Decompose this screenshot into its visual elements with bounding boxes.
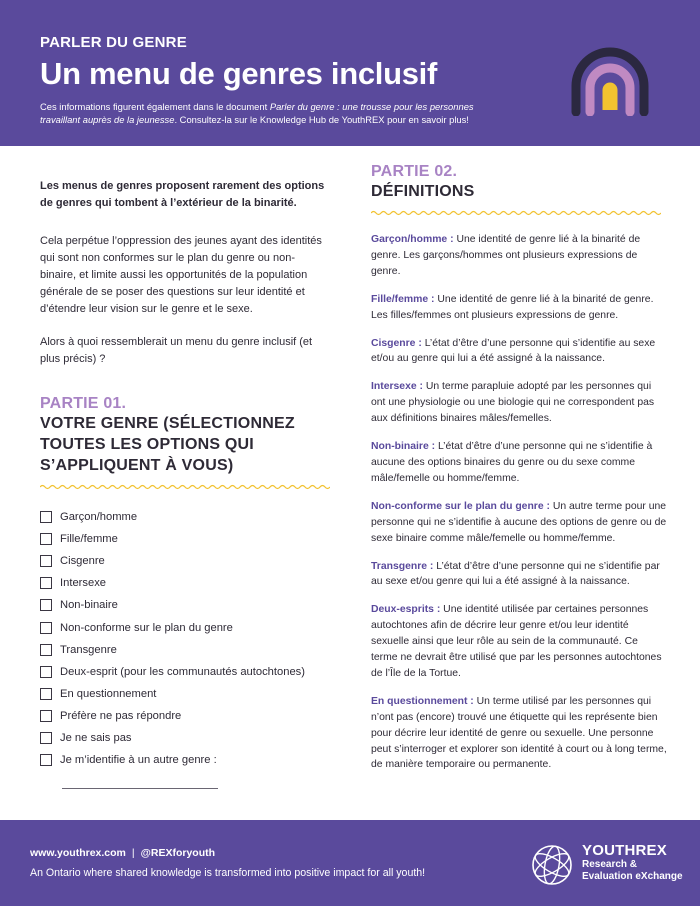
- option-non-conforme[interactable]: [40, 616, 330, 638]
- option-label: Cisgenre: [60, 555, 105, 568]
- checkbox[interactable]: [40, 599, 52, 611]
- part-02-heading: [371, 163, 667, 216]
- definition-deux-esprits: [371, 602, 667, 682]
- option-non-binaire[interactable]: [40, 594, 330, 616]
- definitions-list: [371, 232, 667, 773]
- intro-text-end: . Consultez-la sur le Knowledge Hub de YouthREX pour en savoir plus!: [174, 114, 469, 125]
- checkbox[interactable]: [40, 622, 52, 634]
- page-title: Un menu de genres inclusif: [40, 56, 438, 91]
- checkbox[interactable]: [40, 688, 52, 700]
- website-link[interactable]: www.youthrex.com: [30, 847, 126, 859]
- lead-paragraph: Les menus de genres proposent rarement des options de genres qui tombent à l’extérieur de la binarité.: [40, 180, 325, 209]
- checkbox[interactable]: [40, 710, 52, 722]
- rainbow-icon: [568, 46, 652, 116]
- part-02-number: PARTIE 02.: [371, 163, 458, 180]
- option-label: Deux-esprit (pour les communautés autochtones): [60, 665, 305, 678]
- checkbox[interactable]: [40, 511, 52, 523]
- definition-text: Un terme parapluie adopté par les personnes qui ont une physiologie ou une biologie qui ne correspondent pas aux définitions binaires mâles/femelles.: [371, 381, 655, 425]
- option-label: Transgenre: [60, 643, 117, 656]
- definition-text: L’état d’être d’une personne qui s’identifie au sexe et/ou au genre qui lui a été assigné à la naissance.: [371, 337, 656, 365]
- checkbox[interactable]: [40, 533, 52, 545]
- other-gender-write-in-line[interactable]: [62, 788, 218, 789]
- option-prefere-ne-pas-repondre[interactable]: [40, 705, 330, 727]
- option-label: Préfère ne pas répondre: [60, 709, 182, 722]
- gender-options-list: [40, 506, 330, 771]
- definition-term: Non-binaire :: [371, 441, 436, 453]
- left-column: [40, 178, 330, 789]
- definition-term: Deux-esprits :: [371, 604, 441, 616]
- definition-term: Garçon/homme :: [371, 234, 454, 245]
- intro-document-title: Parler du genre : une trousse pour les personnes travaillant auprès de la jeunesse: [40, 101, 474, 125]
- option-transgenre[interactable]: [40, 639, 330, 661]
- footer-banner: [0, 820, 700, 906]
- header-banner: [0, 0, 700, 146]
- footer-separator: |: [131, 847, 135, 859]
- logo-subtitle-line-2: Evaluation eXchange: [582, 870, 683, 882]
- option-autre-genre[interactable]: [40, 749, 330, 771]
- definition-term: Cisgenre :: [371, 337, 422, 349]
- option-intersexe[interactable]: [40, 572, 330, 594]
- definition-term: Intersexe :: [371, 381, 423, 393]
- option-label: En questionnement: [60, 687, 157, 700]
- part-01-title: VOTRE GENRE (SÉLECTIONNEZ TOUTES LES OPTIONS QUI S’APPLIQUENT À VOUS): [40, 415, 295, 474]
- checkbox[interactable]: [40, 644, 52, 656]
- option-label: Garçon/homme: [60, 511, 138, 524]
- option-fille-femme[interactable]: [40, 528, 330, 550]
- definition-transgenre: [371, 559, 667, 591]
- logo-subtitle-line-1: Research &: [582, 859, 638, 870]
- definition-text: Une identité de genre lié à la binarité de genre. Les garçons/hommes ont plusieurs expressions de genre.: [371, 234, 641, 277]
- option-cisgenre[interactable]: [40, 550, 330, 572]
- definition-term: Transgenre :: [371, 560, 434, 572]
- definition-text: Un terme utilisé par les personnes qui n’ont pas (encore) trouvé une étiquette qui les représente bien pour décrire leur identité de genre ou sexuelle. Une personne peut s’interroger et explorer son identité à court ou à long terme, de manière temporaire ou permanente.: [371, 695, 667, 771]
- definition-en-questionnement: [371, 694, 667, 774]
- option-je-ne-sais-pas[interactable]: [40, 727, 330, 749]
- option-label: Intersexe: [60, 577, 107, 590]
- footer-tagline: An Ontario where shared knowledge is transformed into positive impact for all youth!: [30, 867, 426, 879]
- option-label: Je ne sais pas: [60, 731, 132, 744]
- logo-subtitle: [582, 859, 683, 882]
- definition-text: Un autre terme pour une personne qui ne s’identifie à aucune des options de genre ou de sexe binaire comme mâle/femelle ou homme/femme.: [371, 500, 667, 544]
- option-en-questionnement[interactable]: [40, 683, 330, 705]
- option-label: Je m’identifie à un autre genre :: [60, 754, 217, 767]
- checkbox[interactable]: [40, 666, 52, 678]
- option-label: Non-conforme sur le plan du genre: [60, 621, 233, 634]
- checkbox[interactable]: [40, 732, 52, 744]
- definition-fille-femme: [371, 292, 667, 324]
- definition-text: L’état d’être d’une personne qui ne s’identifie à aucune des options binaires du genre ou du sexe comme mâle/femelle ou homme/femme.: [371, 441, 653, 484]
- checkbox[interactable]: [40, 754, 52, 766]
- definition-intersexe: [371, 379, 667, 427]
- part-02-title: DÉFINITIONS: [371, 183, 475, 200]
- header-intro: [40, 100, 480, 126]
- wavy-divider-icon: [40, 484, 330, 490]
- option-label: Fille/femme: [60, 533, 118, 546]
- definition-text: Une identité utilisée par certaines personnes autochtones afin de décrire leur genre et/ou leur identité sexuelle ainsi que leur rôle au sein de la communauté. Ce terme ne devrait être utilisé que par les personnes autochtones de l’Île de la Tortue.: [371, 604, 662, 679]
- logo-name: YOUTHREX: [582, 842, 667, 859]
- right-column: [371, 163, 667, 773]
- intro-text-start: Ces informations figurent également dans le document: [40, 101, 270, 112]
- header-kicker: PARLER DU GENRE: [40, 34, 187, 51]
- option-label: Non-binaire: [60, 599, 118, 612]
- part-01-number: PARTIE 01.: [40, 395, 127, 412]
- checkbox[interactable]: [40, 555, 52, 567]
- social-handle-link[interactable]: @REXforyouth: [140, 847, 216, 859]
- question-paragraph: Alors à quoi ressemblerait un menu du genre inclusif (et plus précis) ?: [40, 336, 313, 365]
- definition-term: Fille/femme :: [371, 293, 435, 305]
- definition-non-binaire: [371, 439, 667, 487]
- definition-text: L’état d’être d’une personne qui ne s’identifie par au sexe et/ou genre qui lui a été assigné à la naissance.: [371, 560, 660, 588]
- checkbox[interactable]: [40, 577, 52, 589]
- option-deux-esprit[interactable]: [40, 661, 330, 683]
- wavy-divider-icon: [371, 210, 661, 216]
- oppression-paragraph: Cela perpétue l’oppression des jeunes ayant des identités qui sont non conformes sur le plan du genre ou non-binaire, et limite aussi les opportunités de la population générale de se poser des questions sur leur identité et d’étendre leur vision sur le genre et le sexe.: [40, 235, 322, 315]
- definition-term: Non-conforme sur le plan du genre :: [371, 500, 550, 512]
- part-01-heading: [40, 395, 330, 490]
- definition-garcon-homme: [371, 232, 667, 280]
- option-garcon-homme[interactable]: [40, 506, 330, 528]
- youthrex-globe-icon: [528, 842, 576, 888]
- definition-term: En questionnement :: [371, 695, 474, 707]
- definition-non-conforme: [371, 499, 667, 547]
- definition-text: Une identité de genre lié à la binarité de genre. Les filles/femmes ont plusieurs expressions de genre.: [371, 293, 654, 321]
- footer-links: [30, 847, 215, 859]
- definition-cisgenre: [371, 336, 667, 368]
